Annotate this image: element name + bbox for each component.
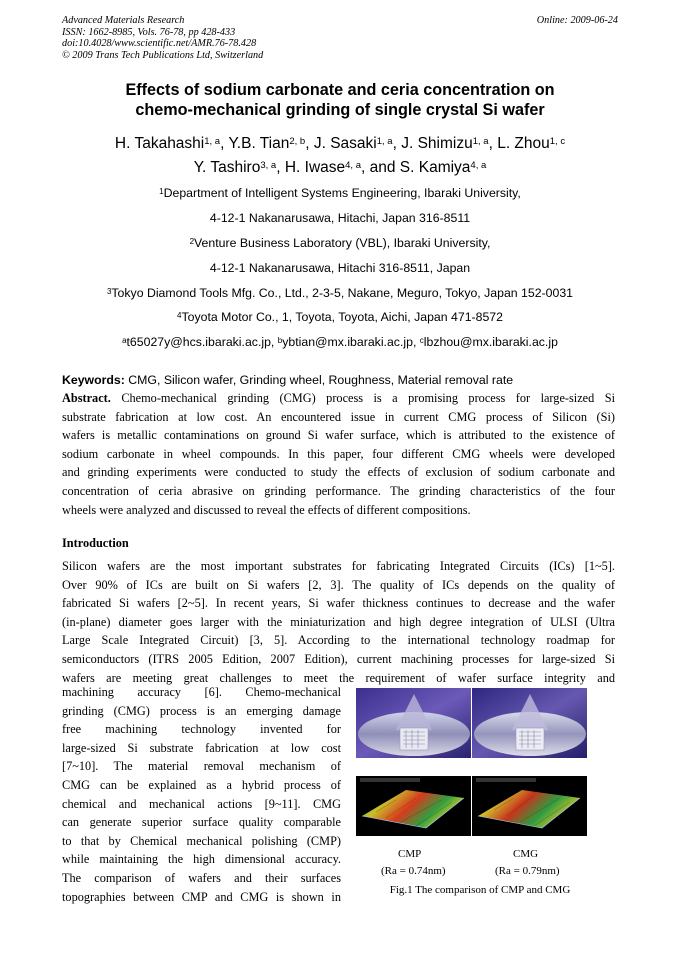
- email-link[interactable]: t65027y@hcs.ibaraki.ac.jp,: [126, 335, 275, 349]
- intro-line: fabricated Si wafers [2~5]. In recent years, Si wafer thickness continues to decrease and the wafer: [62, 596, 615, 611]
- intro-line: topographies between CMP and CMG is shown in: [62, 889, 341, 904]
- journal-header: [62, 15, 618, 61]
- author-name: J. Sasaki: [313, 135, 377, 152]
- author-sup: 4, a: [470, 160, 487, 171]
- abstract-line: and grinding experiments were conducted to study the effects of exclusion of sodium carbonate and: [62, 465, 615, 480]
- affiliation-2-line-1: [62, 236, 618, 251]
- copyright-line: © 2009 Trans Tech Publications Ltd, Switzerland: [62, 49, 264, 61]
- doi-line: doi:10.4028/www.scientific.net/AMR.76-78.428: [62, 38, 257, 49]
- journal-name: Advanced Materials Research: [62, 15, 185, 26]
- cmp-label: CMP: [398, 848, 422, 860]
- abstract-line: substrate fabrication at low cost. An encountered issue in current CMG process of Silicon (Si): [62, 409, 615, 424]
- affiliation-sup: 3: [106, 287, 112, 296]
- affiliation-sup: 2: [189, 237, 195, 246]
- author-sup: 4, a: [345, 160, 361, 171]
- intro-line: free machining technology invented for: [62, 722, 341, 737]
- affiliation-2-line-2: 4-12-1 Nakanarusawa, Hitachi 316-8511, Japan: [209, 261, 471, 275]
- intro-line: semiconductors (ITRS 2005 Edition, 2007 Edition), current machining processes for large-sized Si: [62, 651, 615, 666]
- figure-1: [356, 688, 604, 838]
- author-name: L. Zhou: [497, 135, 550, 152]
- cmp-surface-topography: [356, 776, 471, 836]
- email-link[interactable]: lbzhou@mx.ibaraki.ac.jp: [423, 335, 558, 349]
- affiliation-1-line-1: [62, 186, 618, 201]
- abstract-line: wheels were analyzed and discussed to reveal the effects of different compositions.: [62, 502, 471, 517]
- intro-line: Large Scale Integrated Circuit) [3, 5]. According to the international technology roadmap for: [62, 633, 615, 648]
- intro-line: grinding (CMG) process is an emerging damage: [62, 703, 341, 718]
- affiliation-text: Department of Intelligent Systems Engineering, Ibaraki University,: [163, 186, 521, 200]
- intro-line: (in-plane) diameter goes larger with the miniaturization and high degree integration of ULSI (Ultra: [62, 614, 615, 629]
- author-sup: 1, a: [472, 136, 489, 147]
- author-name: H. Iwase: [284, 159, 346, 176]
- cmg-label: CMG: [513, 848, 539, 860]
- affiliation-1-line-2: 4-12-1 Nakanarusawa, Hitachi, Japan 316-8511: [209, 211, 471, 225]
- intro-line: [7~10]. The material removal mechanism of: [62, 759, 341, 774]
- affiliation-text: Venture Business Laboratory (VBL), Ibaraki University,: [194, 236, 491, 250]
- author-list: [62, 132, 618, 180]
- online-date: Online: 2009-06-24: [536, 15, 618, 26]
- cmg-ra-value: (Ra = 0.79nm): [495, 865, 560, 877]
- abstract-label: Abstract.: [62, 391, 111, 405]
- intro-line: Over 90% of ICs are built on Si wafers [2, 3]. The quality of ICs depends on the quality of: [62, 577, 615, 592]
- author-name: H. Takahashi: [114, 135, 205, 152]
- author-line-1: H. Takahashi$^{1, a}$, Y.B. Tian$^{2, b}$, J. Sasaki$^{1, a}$, J. Shimizu$^{1, a}$, L. Zhou$^{1, c}$: [114, 135, 566, 152]
- abstract-line: concentration of ceria abrasive on grinding performance. The grinding characteristics of the four: [62, 483, 615, 498]
- affiliation-3: [62, 286, 618, 301]
- author-sup: 1, a: [204, 136, 221, 147]
- intro-line: CMG can be explained as a hybrid process of: [62, 777, 341, 792]
- author-emails: [62, 335, 618, 350]
- section-heading-introduction: Introduction: [62, 536, 129, 550]
- cmg-surface-topography: [472, 776, 587, 836]
- introduction-narrow-column: [62, 683, 341, 906]
- issn-line: ISSN: 1662-8985, Vols. 76-78, pp 428-433: [62, 26, 236, 38]
- author-sup: 1, a: [376, 136, 393, 147]
- affiliation-text: Toyota Motor Co., 1, Toyota, Toyota, Aichi, Japan 471-8572: [181, 310, 503, 324]
- title-line-2: chemo-mechanical grinding of single crystal Si wafer: [135, 101, 545, 119]
- email-link[interactable]: ybtian@mx.ibaraki.ac.jp,: [282, 335, 417, 349]
- abstract-line: wafers is metallic contaminations on ground Si wafer surface, which is attributed to the existence of: [62, 428, 615, 443]
- cmp-wafer-photo: [356, 688, 471, 758]
- cmp-ra-value: (Ra = 0.74nm): [381, 865, 446, 877]
- affiliation-4: [62, 310, 618, 325]
- abstract-line: [62, 389, 615, 408]
- author-name: Y.B. Tian: [228, 135, 290, 152]
- introduction-paragraph: [62, 557, 615, 687]
- intro-line: to that by Chemical mechanical polishing (CMP): [62, 833, 341, 848]
- author-sup: 1, c: [549, 136, 566, 147]
- author-sup: 3, a: [260, 160, 277, 171]
- author-line-2: Y. Tashiro$^{3, a}$, H. Iwase$^{4, a}$, and S. Kamiya$^{4, a}$: [193, 159, 487, 176]
- intro-line: large-sized Si substrate fabrication at low cost: [62, 740, 341, 755]
- intro-line: while maintaining the high dimensional accuracy.: [62, 852, 341, 867]
- affiliation-text: Tokyo Diamond Tools Mfg. Co., Ltd., 2-3-5, Nakane, Meguro, Tokyo, Japan 152-0031: [111, 286, 574, 300]
- abstract: [62, 389, 615, 519]
- author-name: J. Shimizu: [401, 135, 473, 152]
- author-sup: 2, b: [289, 136, 306, 147]
- email-sup: a: [122, 336, 127, 345]
- keywords-text: CMG, Silicon wafer, Grinding wheel, Roughness, Material removal rate: [128, 373, 514, 387]
- intro-line: The comparison of wafers and their surfaces: [62, 870, 341, 885]
- cmg-wafer-photo: [472, 688, 587, 758]
- figure-1-caption: Fig.1 The comparison of CMP and CMG: [389, 884, 571, 896]
- intro-line: Silicon wafers are the most important substrates for fabricating Integrated Circuits (ICs) [1~5].: [62, 559, 615, 573]
- author-name: S. Kamiya: [399, 159, 471, 176]
- title-line-1: Effects of sodium carbonate and ceria concentration on: [125, 81, 555, 99]
- author-name: Y. Tashiro: [193, 159, 261, 176]
- keywords: [62, 373, 618, 388]
- abstract-text: Chemo-mechanical grinding (CMG) process is a promising process for large-sized Si: [121, 391, 615, 405]
- abstract-line: sodium carbonate in wheel compounds. In this paper, four different CMG wheels were developed: [62, 446, 615, 461]
- affiliation-sup: 4: [177, 311, 182, 320]
- keywords-label: Keywords:: [62, 373, 125, 387]
- intro-line: wafers are meeting great challenges to meet the requirement of wafer surface integrity and: [62, 670, 615, 685]
- intro-line: can generate superior surface quality comparable: [62, 815, 341, 830]
- intro-line: machining accuracy [6]. Chemo-mechanical: [62, 685, 341, 699]
- email-sup: c: [419, 336, 424, 345]
- email-sup: b: [277, 336, 283, 345]
- intro-line: chemical and mechanical actions [9~11]. CMG: [62, 796, 341, 811]
- paper-title: [62, 80, 618, 120]
- affiliation-sup: 1: [159, 187, 164, 196]
